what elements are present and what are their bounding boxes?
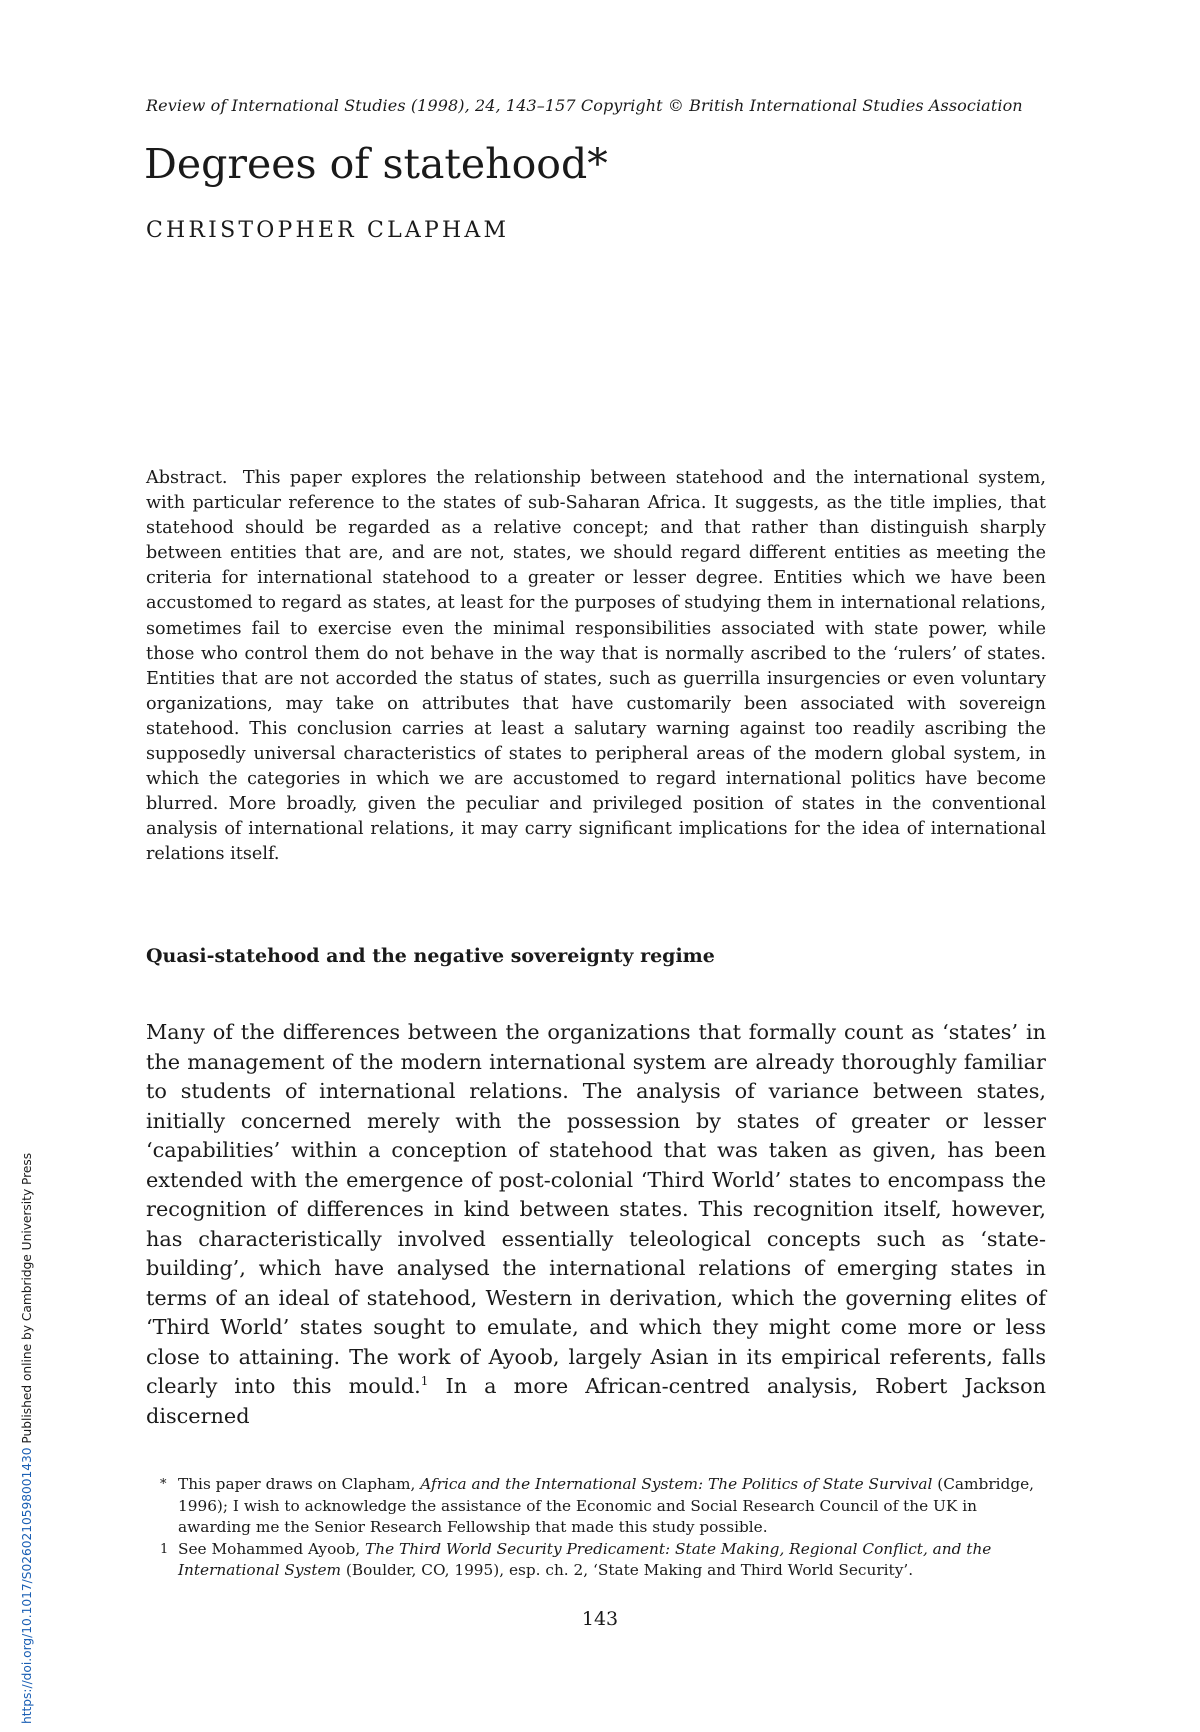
- abstract: [146, 466, 1046, 868]
- footnotes: [160, 1474, 1046, 1582]
- footnote-1: [160, 1539, 1046, 1582]
- body-paragraph: [146, 1018, 1046, 1431]
- page-number: 143: [581, 1608, 619, 1630]
- body-text-continuation: In a more African-centred analysis, Robert Jackson discerned: [146, 1374, 1046, 1428]
- running-head: Review of International Studies (1998), 24, 143–157 Copyright © British International Studies Association: [146, 96, 1023, 115]
- footnote-mark: *: [160, 1477, 167, 1492]
- side-strip-text: [20, 1086, 34, 1724]
- side-publication-strip: [20, 1086, 34, 1724]
- footnote-text: This paper draws on Clapham,: [178, 1475, 421, 1493]
- abstract-text: This paper explores the relationship between statehood and the international system, with particular reference to the states of sub-Saharan Africa. It suggests, as the title implies, that statehood should be regarded as a relative concept; and that rather than distinguish sharply between entities that are, and are not, states, we should regard different entities as meeting the criteria for international statehood to a greater or lesser degree. Entities which we have been accustomed to regard as states, at least for the purposes of studying them in international relations, sometimes fail to exercise even the minimal responsibilities associated with state power, while those who control them do not behave in the way that is normally ascribed to the ‘rulers’ of states. Entities that are not accorded the status of states, such as guerrilla insurgencies or even voluntary organizations, may take on attributes that have customarily been associated with sovereign statehood. This conclusion carries at least a salutary warning against too readily ascribing the supposedly universal characteristics of states to peripheral areas of the modern global system, in which the categories in which we are accustomed to regard international politics have become blurred. More broadly, given the peculiar and privileged position of states in the conventional analysis of international relations, it may carry significant implications for the idea of international relations itself.: [146, 468, 1047, 865]
- article-title: Degrees of statehood*: [144, 140, 608, 188]
- footnote-star: [160, 1474, 1046, 1539]
- footnote-text: (Cambridge, 1996); I wish to acknowledge the assistance of the Economic and Social Research Council of the UK in awarding me the Senior Research Fellowship that made this study possible.: [178, 1475, 1035, 1537]
- footnote-book-title: Africa and the International System: The Politics of State Survival: [420, 1475, 933, 1493]
- section-heading: Quasi-statehood and the negative sovereignty regime: [146, 945, 715, 967]
- footnote-book-title: The Third World Security Predicament: State Making, Regional Conflict, and the International System: [178, 1539, 992, 1580]
- body-text-main: Many of the differences between the organizations that formally count as ‘states’ in the management of the modern international system are already thoroughly familiar to students of international relations. The analysis of variance between states, initially concerned merely with the possession by states of greater or lesser ‘capabilities’ within a conception of statehood that was taken as given, has been extended with the emergence of post-colonial ‘Third World’ states to encompass the recognition of differences in kind between states. This recognition itself, however, has characteristically involved essentially teleological concepts such as ‘state-building’, which have analysed the international relations of emerging states in terms of an ideal of statehood, Western in derivation, which the governing elites of ‘Third World’ states sought to emulate, and which they might come more or less close to attaining. The work of Ayoob, largely Asian in its empirical referents, falls clearly into this mould.: [146, 1020, 1046, 1398]
- author-name: CHRISTOPHER CLAPHAM: [146, 218, 510, 243]
- footnote-text: (Boulder, CO, 1995), esp. ch. 2, ‘State Making and Third World Security’.: [341, 1561, 914, 1580]
- doi-link[interactable]: https://doi.org/10.1017/S0260210598001430: [20, 1447, 34, 1724]
- published-online-note: Published online by Cambridge University Press: [20, 1152, 34, 1448]
- footnote-reference[interactable]: 1: [420, 1374, 429, 1389]
- footnote-text: See Mohammed Ayoob,: [178, 1539, 366, 1558]
- abstract-label: Abstract.: [146, 468, 228, 488]
- footnote-mark: 1: [160, 1541, 169, 1557]
